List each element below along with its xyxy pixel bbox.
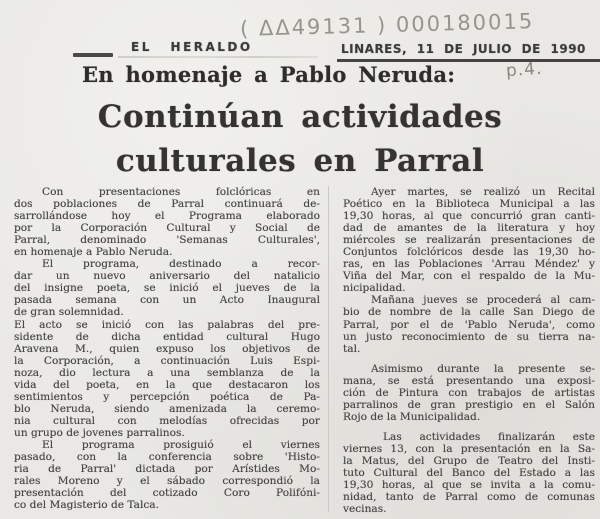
text-line: mana, se está presentando una exposi- (343, 374, 595, 387)
paragraph-right-1 (343, 186, 595, 294)
text-line: parralinos de gran prestigio en el Salón (343, 398, 595, 411)
column-divider-rule (328, 186, 329, 512)
headline-line-1: Continúan actividades (97, 99, 503, 135)
paragraph-right-3 (343, 363, 595, 423)
paragraph-right-2 (343, 294, 595, 354)
paragraph-left-3 (14, 319, 320, 439)
text-line: 19,30 horas, al que concurrió gran canti- (343, 210, 595, 223)
text-line: Rojo de la Municipalidad. (343, 410, 481, 423)
text-line: Asimismo durante la presente se- (371, 362, 595, 375)
paragraph-right-4 (343, 431, 595, 515)
text-line: un justo reconocimiento de su tierra na- (343, 330, 595, 343)
text-line: Con presentaciones folclóricas en (42, 186, 320, 198)
text-line: ción de Pintura con trabajos de artistas (343, 386, 595, 399)
text-line: la Corporación, a continuación Luis Espi- (14, 354, 320, 367)
text-line: viernes 13, con la presentación en la Sa- (343, 442, 595, 455)
handwritten-page-number: p.4. (505, 58, 544, 82)
text-line: dar un nuevo aniversario del natalicio (14, 270, 320, 283)
text-line: ras, en las Poblaciones 'Arrau Méndez' y (343, 258, 595, 271)
paragraph-left-1 (14, 186, 320, 258)
text-line: miércoles se realizarán presentaciones de (343, 234, 595, 247)
paragraph-left-4 (14, 439, 320, 511)
text-line: rales Moreno y el sábado correspondió la (14, 475, 320, 488)
text-line: El programa, destinado a recor- (42, 258, 320, 271)
text-line: en homenaje a Pablo Neruda. (14, 246, 173, 259)
text-line: dad de amantes de la literatura y hoy (343, 222, 595, 235)
text-line: tuto Cultural del Banco del Estado a las (343, 467, 595, 480)
text-line: Viña del Mar, con el respaldo de la Mu- (343, 270, 595, 283)
text-line: un grupo de jovenes parralinos. (14, 426, 185, 439)
text-line: vida del poeta, en la que destacaron los (14, 378, 320, 391)
masthead-underline-dash (73, 53, 113, 57)
text-line: nia cultural con melodías ofrecidas por (14, 414, 320, 427)
article-right-column (343, 186, 595, 515)
text-line: nidad, tanto de Parral como de comunas (343, 491, 595, 504)
text-line: pasado, con la conferencia sobre 'Histo- (14, 451, 320, 464)
text-line: Poético en la Biblioteca Municipal a las (343, 198, 595, 211)
text-line: Conjuntos folclóricos desde las 19,30 ho- (343, 246, 595, 259)
article-kicker: En homenaje a Pablo Neruda: (82, 62, 456, 87)
newspaper-name: EL HERALDO (131, 40, 253, 54)
handwritten-catalog-number: ( ΔΔ49131 ) 000180015 (239, 9, 535, 41)
article-headline (40, 95, 560, 183)
text-line: Mañana jueves se procederá al cam- (371, 294, 595, 307)
text-line: El acto se inició con las palabras del pre- (14, 318, 320, 331)
text-line: sidente de dicha entidad cultural Hugo (14, 330, 320, 343)
text-line: la Matus, del Grupo de Teatro del Insti- (343, 454, 595, 467)
text-line: sentimientos y percepción poética de Pa- (14, 390, 320, 403)
text-line: vecinas. (343, 503, 387, 516)
text-line: sarrollándose hoy el Programa elaborado (14, 210, 320, 223)
text-line: pasada semana con un Acto Inaugural (14, 294, 320, 307)
text-line: Parral, por el de 'Pablo Neruda', como (343, 318, 595, 331)
text-line: Aravena M., quien expuso los objetivos de (14, 342, 320, 355)
text-line: 19,30 horas, al que se invita a la comu- (343, 479, 595, 492)
text-line: presentación del cotizado Coro Polifóni- (14, 487, 320, 500)
text-line: bio de nombre de la calle San Diego de (343, 306, 595, 319)
dateline: LINARES, 11 DE JULIO DE 1990 (341, 42, 586, 56)
text-line: dos poblaciones de Parral continuará de- (14, 198, 320, 211)
article-left-column (14, 186, 320, 511)
text-line: nicipalidad. (343, 282, 406, 295)
text-line: por la Corporación Cultural y Social de (14, 222, 320, 235)
text-line: co del Magisterio de Talca. (14, 499, 159, 512)
masthead-underline-trace (118, 56, 318, 58)
text-line: del insigne poeta, se inició el jueves de la (14, 282, 320, 295)
text-line: de gran solemnidad. (14, 306, 124, 319)
text-line: Las actividades finalizarán este (383, 430, 595, 443)
text-line: noza, dio lectura a una semblanza de la (14, 366, 320, 379)
text-line: blo Neruda, siendo amenizada la ceremo- (14, 402, 320, 415)
headline-line-2: culturales en Parral (115, 143, 485, 179)
paragraph-left-2 (14, 258, 320, 318)
text-line: Ayer martes, se realizó un Recital (371, 186, 595, 198)
text-line: tal. (343, 342, 361, 355)
text-line: ria de Parral' dictada por Arístides Mo- (14, 463, 320, 476)
text-line: Parral, denominado 'Semanas Culturales', (14, 234, 320, 247)
text-line: El programa prosiguió el viernes (42, 438, 320, 451)
